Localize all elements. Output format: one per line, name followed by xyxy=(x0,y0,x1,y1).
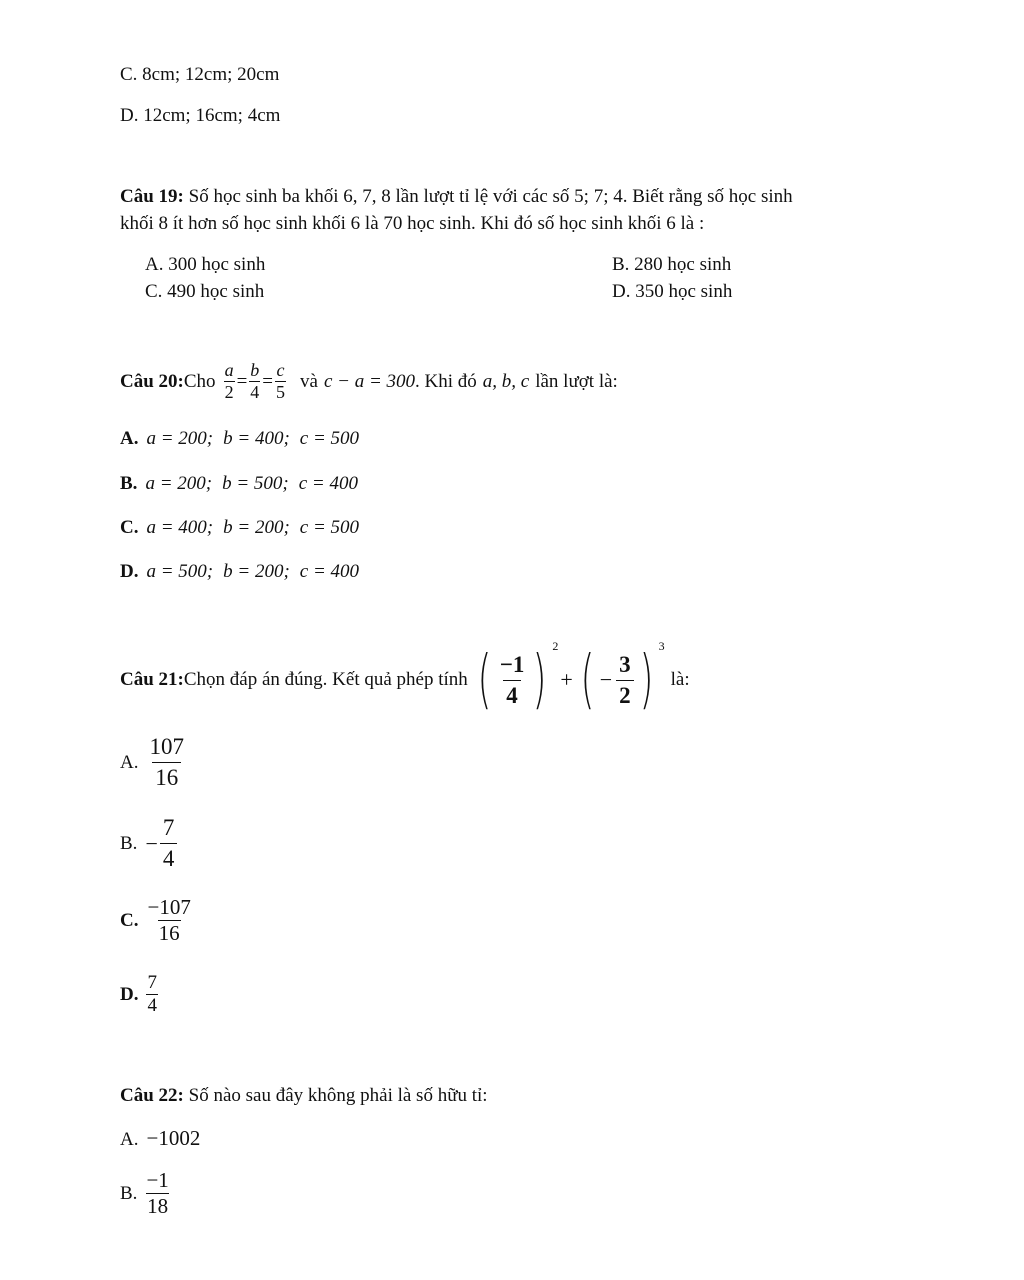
q21-option-b-fraction xyxy=(160,815,178,872)
q20-frac-c-num: c xyxy=(276,360,285,380)
q21-exponent-2: 3 xyxy=(658,638,665,653)
q19-label: Câu 19: xyxy=(120,186,184,207)
q21-option-d-label: D. xyxy=(120,983,139,1005)
q20-fraction-b xyxy=(249,360,260,403)
q21-option-d xyxy=(120,972,158,1017)
q22-option-a-value: −1002 xyxy=(146,1126,201,1150)
q20-option-c-label: C. xyxy=(120,517,139,538)
q21-option-a xyxy=(120,734,187,791)
q21-fraction-2 xyxy=(616,652,634,709)
q20-frac-a-num: a xyxy=(224,360,234,380)
q20-option-d-c: c = 400 xyxy=(299,561,360,582)
q21-option-a-label: A. xyxy=(120,751,139,773)
q20-option-c xyxy=(120,517,359,539)
q21-paren-open-2: ( xyxy=(580,643,595,717)
q20-cond-pre: và xyxy=(300,370,318,392)
q21-option-a-fraction xyxy=(146,734,187,791)
q20-option-a-b: b = 400; xyxy=(223,428,290,449)
q19-option-a: A. 300 học sinh xyxy=(145,254,266,275)
q21-label: Câu 21: xyxy=(120,669,184,690)
q20-frac-b-num: b xyxy=(250,360,260,380)
q21-frac2-num: 3 xyxy=(619,651,631,677)
q20-eq2: = xyxy=(262,370,273,392)
q21-paren-open-1: ( xyxy=(477,643,492,717)
q21-question xyxy=(120,640,690,720)
q21-option-c-num: −107 xyxy=(147,895,191,919)
q19-text-line2: khối 8 ít hơn số học sinh khối 6 là 70 học sinh. Khi đó số học sinh khối 6 là : xyxy=(120,213,705,234)
q20-option-b-label: B. xyxy=(120,473,138,494)
q20-option-b-c: c = 400 xyxy=(298,473,359,494)
q19-option-c: C. 490 học sinh xyxy=(145,281,265,302)
q20-vars: a, b, c xyxy=(482,370,530,392)
q21-option-c xyxy=(120,895,192,946)
q21-option-c-label: C. xyxy=(120,909,139,931)
q22-option-b-fraction xyxy=(145,1168,169,1219)
q20-option-d-b: b = 200; xyxy=(223,561,290,582)
q20-frac-b-den: 4 xyxy=(250,382,260,402)
q21-option-a-num: 107 xyxy=(149,734,184,759)
q21-plus: + xyxy=(560,667,573,692)
q21-option-b-den: 4 xyxy=(160,843,178,872)
q21-exponent-1: 2 xyxy=(552,638,559,653)
q21-minus: − xyxy=(599,667,613,692)
q20-option-a-c: c = 500 xyxy=(299,428,360,449)
q22-option-b-num: −1 xyxy=(146,1168,169,1192)
q20-option-d-a: a = 500; xyxy=(146,561,214,582)
q18-option-c: C. 8cm; 12cm; 20cm xyxy=(120,64,280,85)
q22-option-b-den: 18 xyxy=(147,1194,169,1218)
q19-question xyxy=(120,186,793,208)
q21-option-d-den: 4 xyxy=(147,995,157,1016)
q21-paren-close-2: ) xyxy=(639,643,653,717)
q20-option-c-b: b = 200; xyxy=(223,517,290,538)
q20-option-b-b: b = 500; xyxy=(222,473,289,494)
q20-eq1: = xyxy=(236,370,248,392)
q20-tail: lần lượt là: xyxy=(535,370,618,392)
q21-option-d-fraction xyxy=(146,972,158,1017)
q22-text: Số nào sau đây không phải là số hữu tỉ: xyxy=(183,1085,488,1106)
q22-option-a-label: A. xyxy=(120,1129,139,1150)
q20-question xyxy=(120,360,618,403)
q21-option-b-num: 7 xyxy=(162,815,175,840)
q22-option-b-label: B. xyxy=(120,1182,138,1204)
q22-option-a xyxy=(120,1126,200,1151)
q21-text: Chọn đáp án đúng. Kết quả phép tính xyxy=(183,669,468,690)
q20-label: Câu 20: xyxy=(120,370,184,392)
q21-la: là: xyxy=(670,669,690,690)
q20-cond-post: . Khi đó xyxy=(415,370,477,392)
q21-option-a-den: 16 xyxy=(152,762,181,791)
q20-option-a-a: a = 200; xyxy=(146,428,214,449)
q21-option-b xyxy=(120,815,177,872)
q21-option-c-fraction xyxy=(146,895,191,946)
q20-option-b xyxy=(120,473,358,495)
q21-option-d-num: 7 xyxy=(147,972,157,993)
q20-fraction-c xyxy=(275,360,286,403)
q20-frac-a-den: 2 xyxy=(224,382,234,402)
q20-option-c-c: c = 500 xyxy=(299,517,360,538)
q20-option-b-a: a = 200; xyxy=(145,473,213,494)
q22-label: Câu 22: xyxy=(120,1085,184,1106)
q21-frac1-den: 4 xyxy=(503,680,521,709)
q22-option-b xyxy=(120,1168,170,1219)
q19-text-line1: Số học sinh ba khối 6, 7, 8 lần lượt tỉ lệ với các số 5; 7; 4. Biết rằng số học sinh xyxy=(183,186,793,207)
q21-option-b-label: B. xyxy=(120,832,138,854)
q20-fraction-a xyxy=(224,360,235,403)
q18-option-d: D. 12cm; 16cm; 4cm xyxy=(120,105,281,126)
q20-frac-c-den: 5 xyxy=(276,382,285,402)
q20-option-c-a: a = 400; xyxy=(146,517,214,538)
q20-option-d xyxy=(120,561,359,583)
q20-option-a-label: A. xyxy=(120,428,139,449)
q21-option-c-den: 16 xyxy=(158,921,180,945)
q19-option-b: B. 280 học sinh xyxy=(612,254,732,275)
q21-frac1-num: −1 xyxy=(499,651,525,677)
q21-paren-close-1: ) xyxy=(532,643,547,717)
q20-option-d-label: D. xyxy=(120,561,139,582)
q21-option-b-sign: − xyxy=(145,830,158,856)
q20-cho: Cho xyxy=(183,370,216,392)
q20-option-a xyxy=(120,428,359,450)
q20-condition: c − a = 300 xyxy=(323,370,416,392)
q21-fraction-1 xyxy=(497,652,528,709)
q19-option-d: D. 350 học sinh xyxy=(612,281,733,302)
q21-frac2-den: 2 xyxy=(616,680,634,709)
q22-question xyxy=(120,1085,488,1107)
